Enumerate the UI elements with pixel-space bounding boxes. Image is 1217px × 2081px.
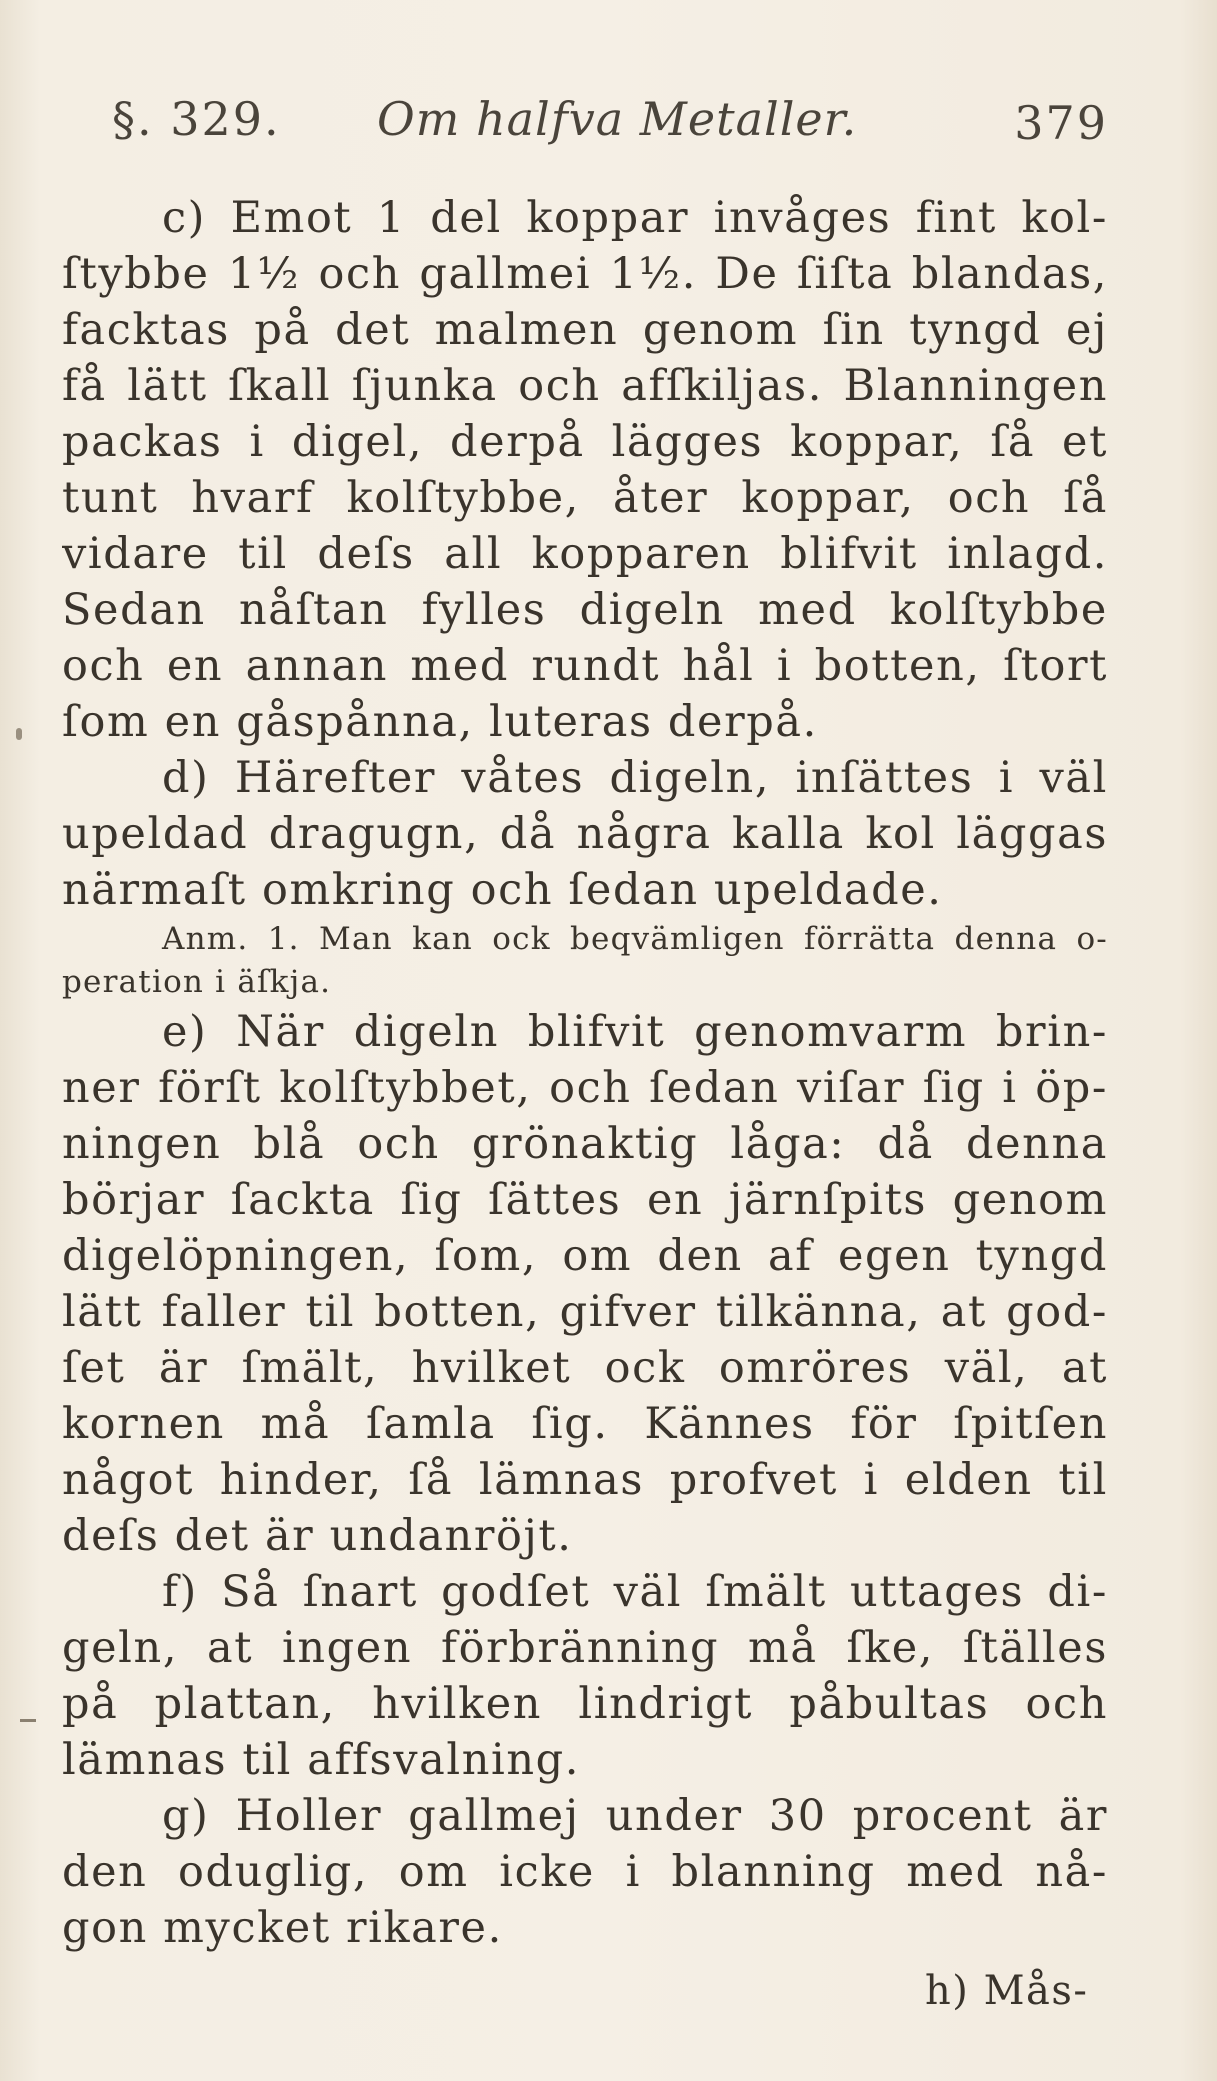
text-line: digelöpningen, ſom, om den af egen tyngd [62, 1231, 1108, 1281]
text-line: facktas på det malmen genom ſin tyngd ej [62, 305, 1108, 355]
text-line: ningen blå och grönaktig låga: då denna [62, 1119, 1108, 1169]
running-title: Om halfva Metaller. [377, 92, 858, 146]
section-number: §. 329. [112, 92, 281, 146]
catchword: h) Mås- [925, 1968, 1089, 2014]
annotation-line: Anm. 1. Man kan ock beqvämligen förrätta denna o- [162, 921, 1108, 957]
text-line: upeldad dragugn, då några kalla kol läggas [62, 809, 1108, 859]
text-line: tunt hvarf kolſtybbe, åter koppar, och ſå [62, 473, 1108, 523]
text-line: ſtybbe 1½ och gallmei 1½. De ſiſta blandas, [62, 249, 1108, 299]
text-line: lätt faller til botten, gifver tilkänna, at god- [62, 1287, 1108, 1337]
text-line: kornen må ſamla ſig. Kännes för ſpitſen [62, 1399, 1108, 1449]
text-line: den oduglig, om icke i blanning med nå- [62, 1847, 1108, 1897]
text-line: ner förſt kolſtybbet, och ſedan viſar ſig i öp- [62, 1063, 1108, 1113]
text-line: på plattan, hvilken lindrigt påbultas och [62, 1679, 1108, 1729]
text-line: närmaſt omkring och ſedan upeldade. [62, 865, 943, 915]
text-line: e) När digeln blifvit genomvarm brin- [162, 1007, 1108, 1057]
page-number: 379 [1014, 96, 1108, 150]
text-line: deſs det är undanröjt. [62, 1511, 573, 1561]
text-line: d) Härefter våtes digeln, inſättes i väl [162, 753, 1108, 803]
annotation-line: peration i äſkja. [62, 964, 332, 1000]
text-line: börjar ſackta ſig ſättes en järnſpits genom [62, 1175, 1108, 1225]
text-line: packas i digel, derpå lägges koppar, ſå et [62, 417, 1108, 467]
text-line: Sedan nåſtan fylles digeln med kolſtybbe [62, 585, 1108, 635]
margin-dash [20, 1719, 36, 1722]
text-line: något hinder, ſå lämnas profvet i elden til [62, 1455, 1108, 1505]
text-line: och en annan med rundt hål i botten, ſtort [62, 641, 1108, 691]
text-line: ſom en gåspånna, luteras derpå. [62, 697, 818, 747]
text-line: få lätt ſkall ſjunka och afſkiljas. Blanningen [62, 361, 1108, 411]
text-line: c) Emot 1 del koppar invåges fint kol- [162, 193, 1108, 243]
margin-mark [16, 728, 22, 740]
text-line: vidare til deſs all kopparen blifvit inlagd. [62, 529, 1108, 579]
text-line: f) Så ſnart godſet väl ſmält uttages di- [162, 1567, 1108, 1617]
text-line: geln, at ingen förbränning må ſke, ſtälles [62, 1623, 1108, 1673]
text-line: g) Holler gallmej under 30 procent är [162, 1791, 1108, 1841]
text-line: lämnas til affsvalning. [62, 1735, 581, 1785]
running-header [112, 92, 1112, 162]
body-text [62, 190, 1108, 1956]
text-line: gon mycket rikare. [62, 1903, 503, 1953]
text-line: ſet är ſmält, hvilket ock omröres väl, at [62, 1343, 1108, 1393]
